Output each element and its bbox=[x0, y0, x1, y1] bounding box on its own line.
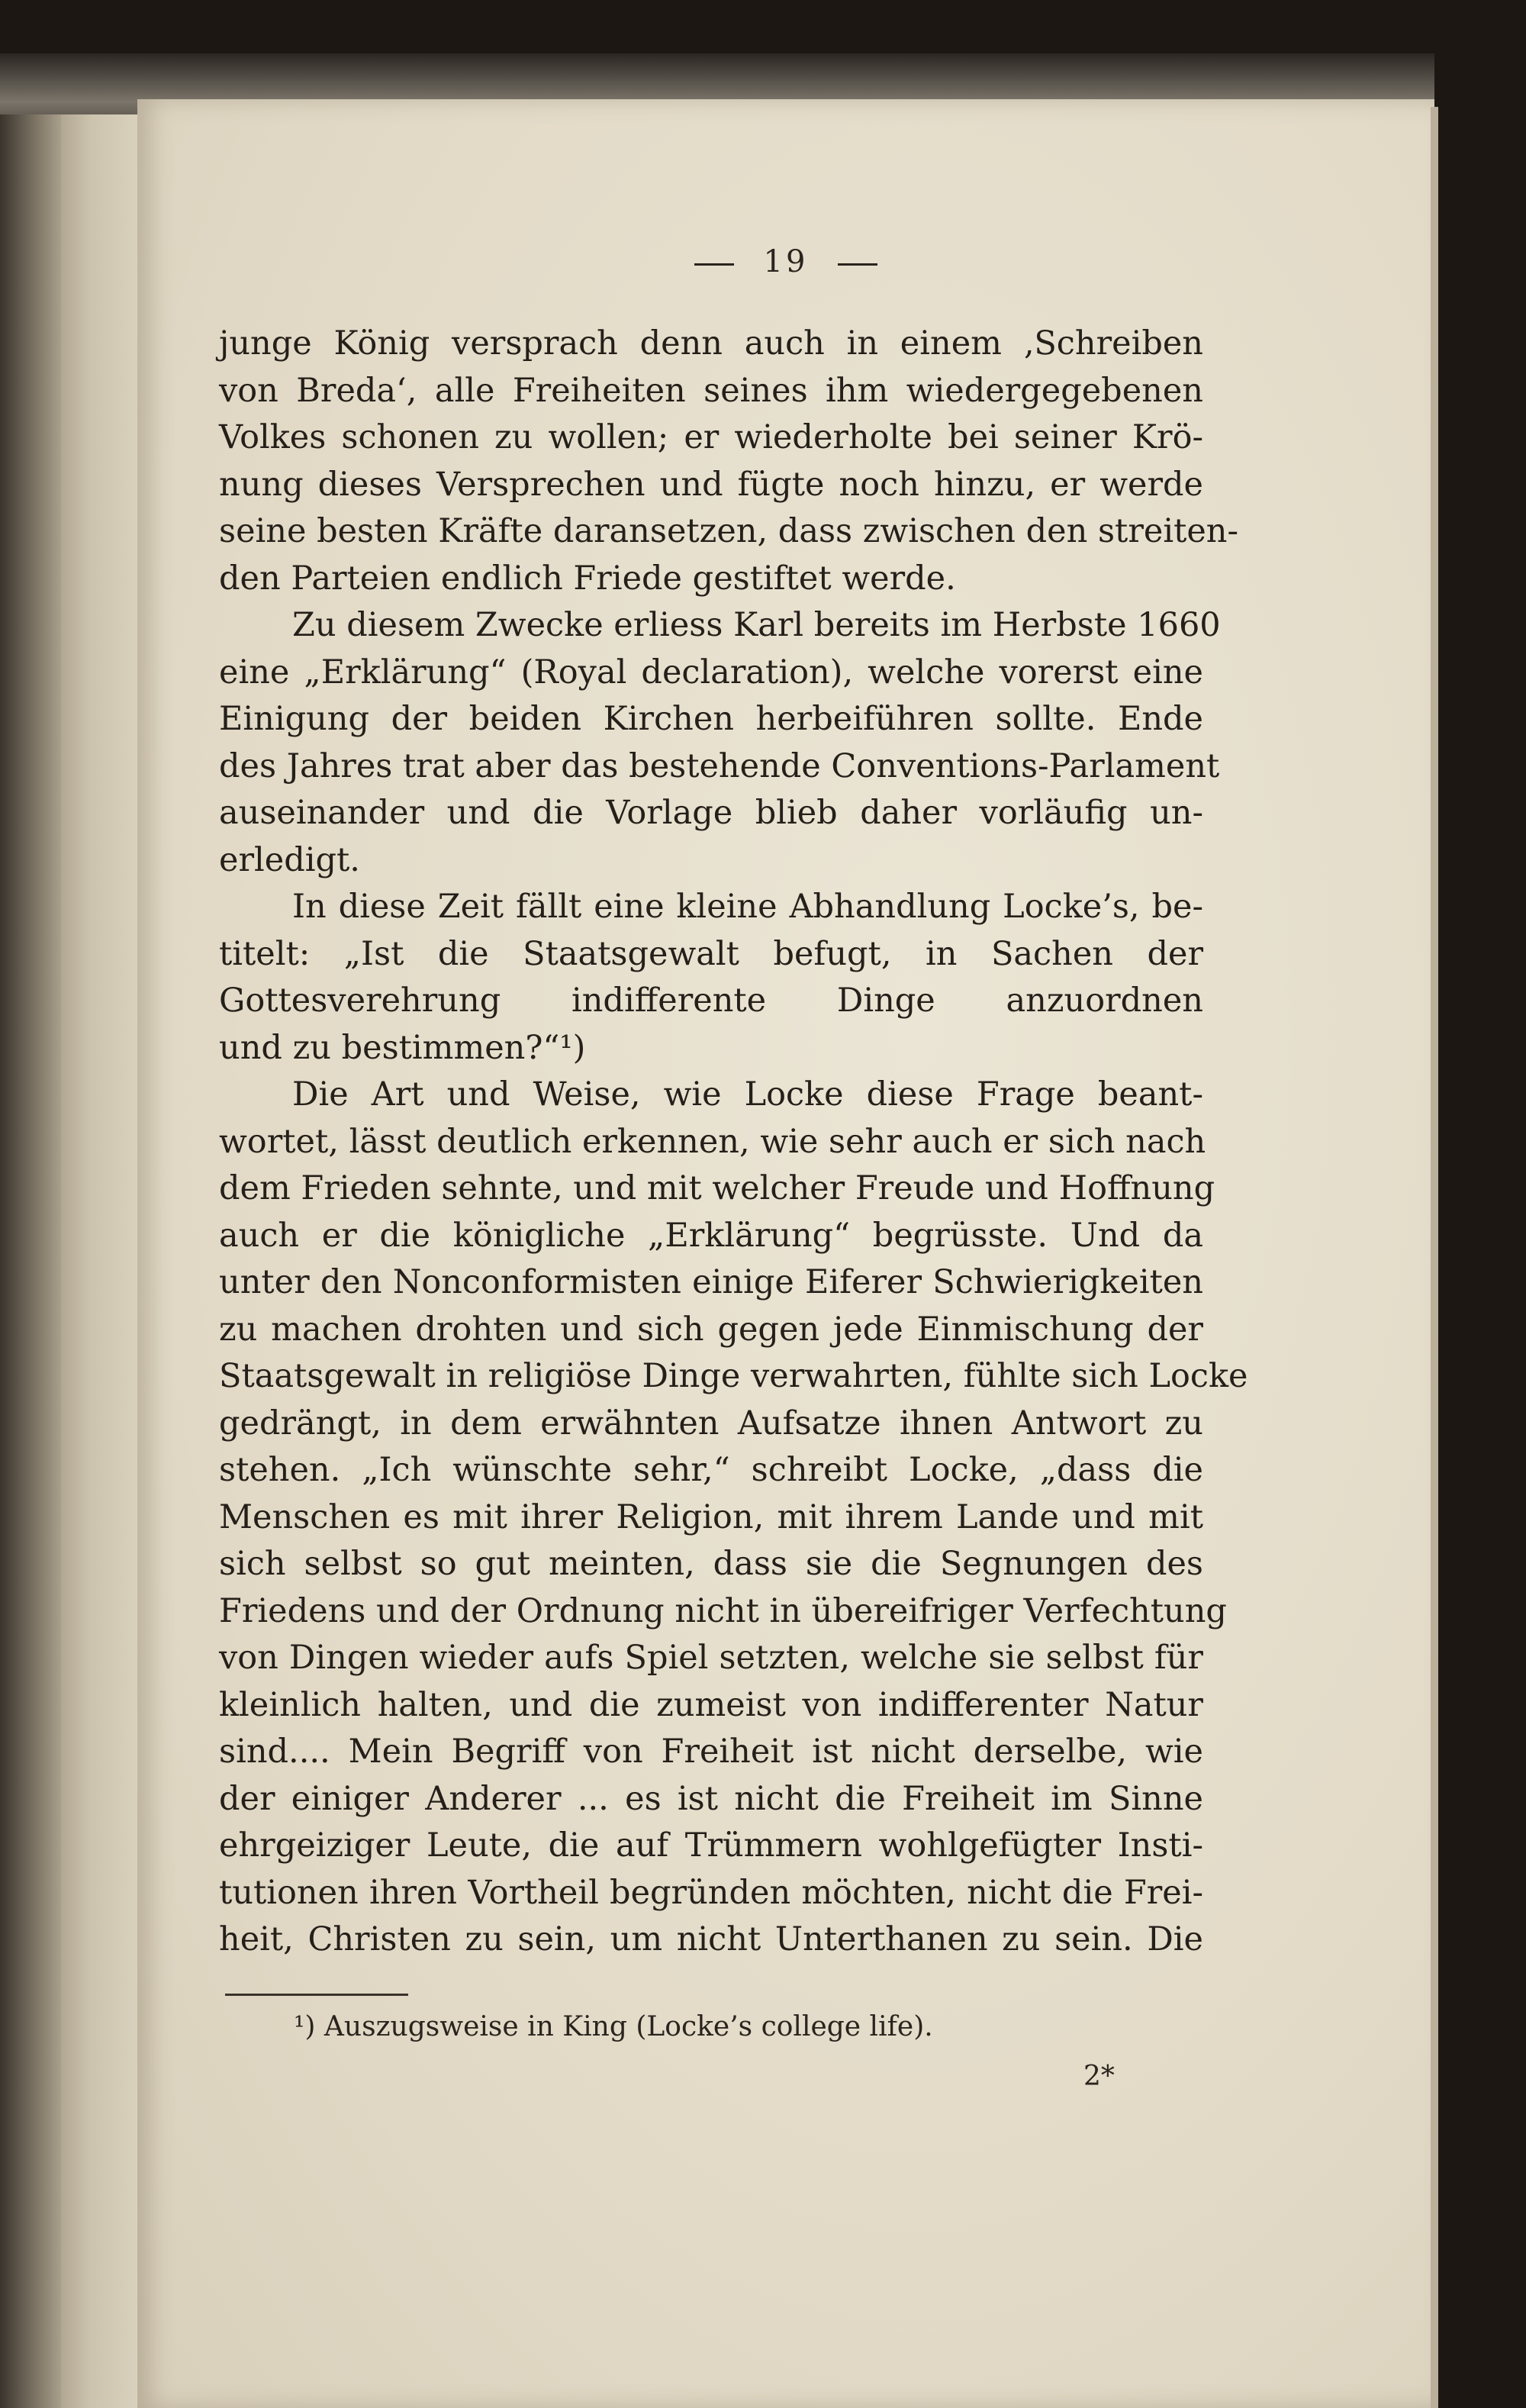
text-line: Zu diesem Zwecke erliess Karl bereits im Herbste 1660 bbox=[292, 606, 1221, 644]
text-line: junge König versprach denn auch in einem ‚Schreiben bbox=[219, 324, 1203, 363]
footnote-rule bbox=[225, 1994, 408, 1996]
text-line: wortet, lässt deutlich erkennen, wie sehr auch er sich nach bbox=[219, 1122, 1206, 1161]
text-line: auseinander und die Vorlage blieb daher vorläufig un- bbox=[219, 794, 1203, 832]
text-line: stehen. „Ich wünschte sehr,“ schreibt Locke, „dass die bbox=[219, 1451, 1203, 1489]
body-text bbox=[219, 321, 1248, 1964]
text-line: gedrängt, in dem erwähnten Aufsatze ihnen Antwort zu bbox=[219, 1404, 1203, 1443]
page-edge bbox=[1431, 107, 1438, 2408]
text-line: und zu bestimmen?“¹) bbox=[219, 1028, 586, 1067]
text-line: eine „Erklärung“ (Royal declaration), welche vorerst eine bbox=[219, 653, 1203, 691]
text-line: zu machen drohten und sich gegen jede Einmischung der bbox=[219, 1310, 1203, 1349]
text-line: der einiger Anderer ... es ist nicht die Freiheit im Sinne bbox=[219, 1779, 1203, 1818]
text-line: tutionen ihren Vortheil begründen möchten, nicht die Frei- bbox=[219, 1873, 1203, 1912]
text-line: Menschen es mit ihrer Religion, mit ihrem Lande und mit bbox=[219, 1497, 1203, 1536]
text-line: Die Art und Weise, wie Locke diese Frage beant- bbox=[292, 1075, 1203, 1114]
text-line: von Breda‘, alle Freiheiten seines ihm wiedergegebenen bbox=[219, 371, 1203, 410]
text-line: dem Frieden sehnte, und mit welcher Freude und Hoffnung bbox=[219, 1169, 1215, 1207]
text-line: von Dingen wieder aufs Spiel setzten, welche sie selbst für bbox=[219, 1639, 1203, 1677]
text-line: Staatsgewalt in religiöse Dinge verwahrten, fühlte sich Locke bbox=[219, 1357, 1248, 1395]
text-line: unter den Nonconformisten einige Eiferer Schwierigkeiten bbox=[219, 1263, 1203, 1301]
book-spine bbox=[0, 114, 61, 2408]
page-number: 19 bbox=[763, 244, 809, 279]
header-dash-right bbox=[838, 263, 877, 266]
text-line: Einigung der beiden Kirchen herbeiführen sollte. Ende bbox=[219, 700, 1203, 738]
text-line: sind.... Mein Begriff von Freiheit ist nicht derselbe, wie bbox=[219, 1733, 1203, 1771]
text-line: kleinlich halten, und die zumeist von indifferenter Natur bbox=[219, 1685, 1203, 1724]
text-line: des Jahres trat aber das bestehende Conventions-Parlament bbox=[219, 746, 1220, 785]
text-line: heit, Christen zu sein, um nicht Unterthanen zu sein. Die bbox=[219, 1920, 1203, 1958]
text-line: erledigt. bbox=[219, 840, 360, 879]
signature-mark: 2* bbox=[1083, 2061, 1115, 2092]
text-line: seine besten Kräfte daransetzen, dass zwischen den streiten- bbox=[219, 512, 1239, 550]
text-line: nung dieses Versprechen und fügte noch hinzu, er werde bbox=[219, 465, 1203, 504]
text-line: Friedens und der Ordnung nicht in übereifriger Verfechtung bbox=[219, 1591, 1227, 1630]
footnote: ¹) Auszugsweise in King (Locke’s college life). bbox=[294, 2011, 933, 2042]
text-line: In diese Zeit fällt eine kleine Abhandlung Locke’s, be- bbox=[292, 888, 1203, 926]
text-line: Gottesverehrung indifferente Dinge anzuordnen bbox=[219, 982, 1203, 1020]
page-header bbox=[137, 244, 1434, 279]
text-line: den Parteien endlich Friede gestiftet werde. bbox=[219, 559, 956, 598]
text-line: ehrgeiziger Leute, die auf Trümmern wohlgefügter Insti- bbox=[219, 1826, 1203, 1865]
text-line: Volkes schonen zu wollen; er wiederholte bei seiner Krö- bbox=[219, 418, 1203, 456]
text-line: sich selbst so gut meinten, dass sie die Segnungen des bbox=[219, 1545, 1203, 1583]
text-line: titelt: „Ist die Staatsgewalt befugt, in Sachen der bbox=[219, 934, 1203, 973]
text-line: auch er die königliche „Erklärung“ begrüsste. Und da bbox=[219, 1216, 1203, 1255]
facing-page-edge bbox=[61, 114, 140, 2408]
header-dash-left bbox=[694, 263, 734, 266]
